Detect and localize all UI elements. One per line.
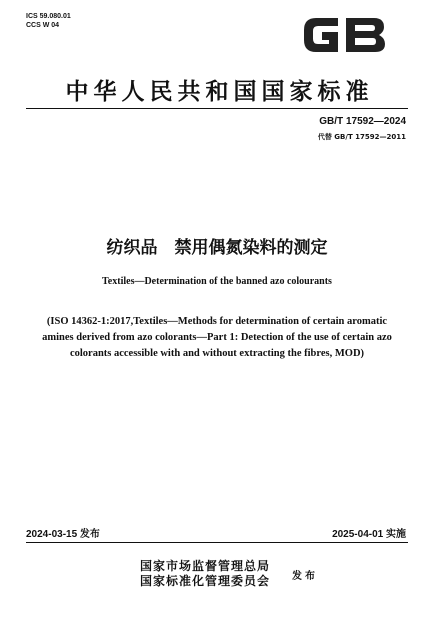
classification-codes [26,12,71,30]
implementation-date: 2025-04-01 实施 [332,529,406,540]
iso-reference-line: colorants accessible with and without extracting the fibres, MOD) [69,348,365,359]
iso-reference-line: (ISO 14362-1:2017,Textiles—Methods for determination of certain aromatic [46,316,388,327]
english-title: Textiles—Determination of the banned azo colourants [102,276,332,287]
national-standard-title: 中华人民共和国国家标准 [65,79,374,105]
iso-reference [36,314,398,362]
footer-divider [26,542,408,543]
standard-number: GB/T 17592—2024 [319,116,406,127]
chinese-title: 纺织品 禁用偶氮染料的测定 [106,238,328,258]
publisher-name: 国家标准化管理委员会 [140,574,271,588]
ccs-code: CCS W 04 [26,22,60,29]
issue-date: 2024-03-15 发布 [26,529,100,540]
ics-code: ICS 59.080.01 [26,13,71,20]
gb-logo [298,10,390,60]
publisher-block [140,559,270,589]
publish-label: 发布 [292,571,318,582]
replaces-note: 代替 GB/T 17592—2011 [317,133,406,141]
publisher-name: 国家市场监督管理总局 [140,559,271,573]
header-divider [26,108,408,109]
iso-reference-line: amines derived from azo colorants—Part 1: Detection of the use of certain azo [42,332,392,343]
